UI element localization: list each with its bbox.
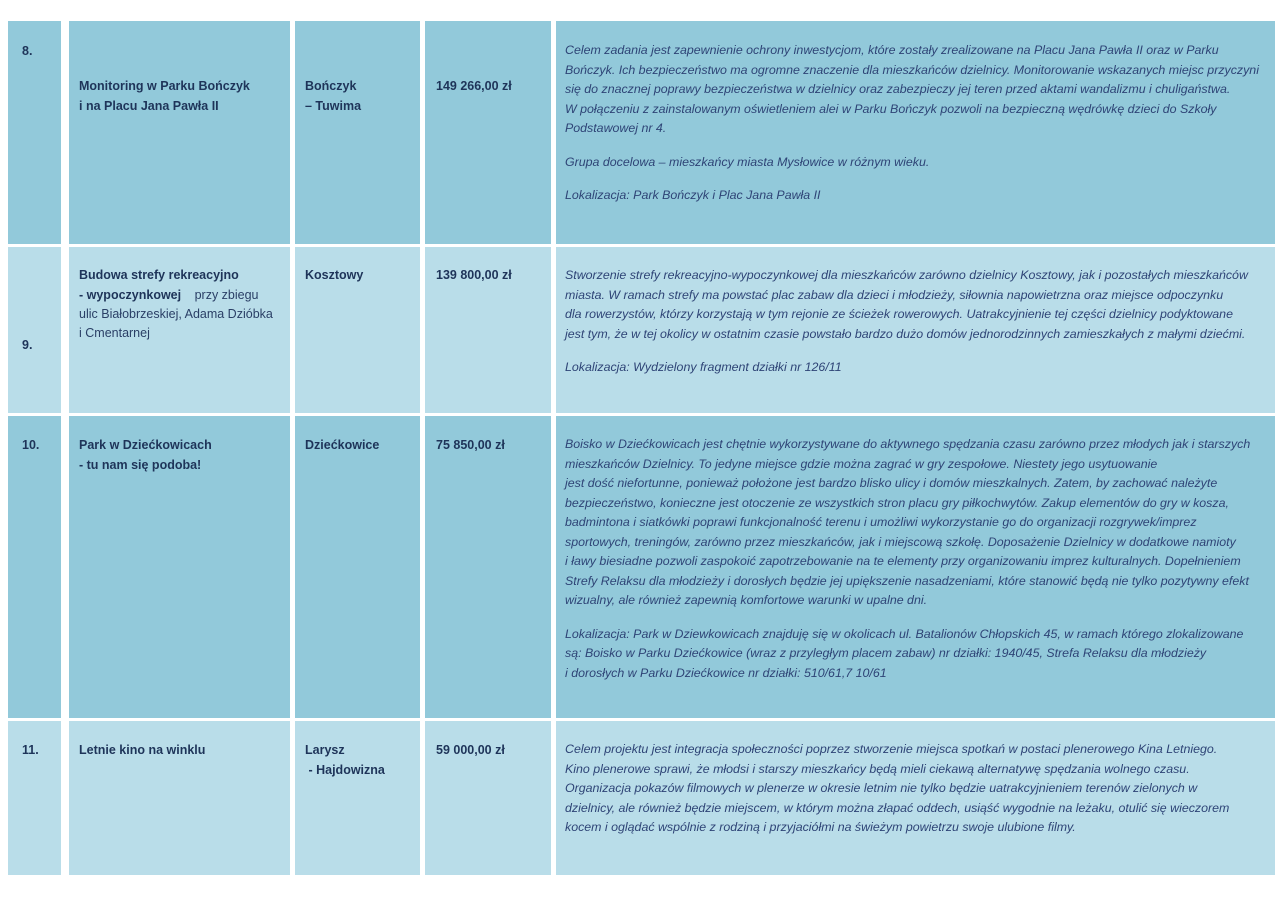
row-number: 10. — [22, 438, 40, 452]
description — [565, 266, 1267, 392]
amount: 139 800,00 zł — [436, 268, 512, 282]
amount: 59 000,00 zł — [436, 743, 505, 757]
project-title-cell — [69, 247, 290, 413]
table-row — [8, 721, 1275, 875]
project-title-cell — [69, 21, 290, 244]
district: Larysz - Hajdowizna — [305, 743, 385, 777]
project-title: Budowa strefy rekreacyjno - wypoczynkowej przy zbiegu ulic Białobrzeskiej, Adama Dzióbka i Cmentarnej — [79, 268, 273, 340]
number-cell — [8, 21, 61, 244]
description-cell — [556, 21, 1275, 244]
description-cell — [556, 416, 1275, 718]
amount-cell — [425, 21, 551, 244]
row-number: 8. — [22, 44, 33, 58]
table-row — [8, 247, 1275, 413]
description — [565, 435, 1267, 697]
district-cell — [295, 721, 420, 875]
description-paragraph: Stworzenie strefy rekreacyjno-wypoczynkowej dla mieszkańców zarówno dzielnicy Kosztowy, jak i pozostałych mieszkańców miasta. W ramach strefy ma powstać plac zabaw dla dzieci i młodzieży, siłownia napowietrzna oraz miejsce odpoczynku dla rowerzystów, którzy korzystają w tym rejonie ze ścieżek rowerowych. Uatrakcyjnienie tej części dzielnicy podyktowane jest tym, że w tej okolicy w ostatnim czasie powstało bardzo dużo domów jednorodzinnych zamieszkałych z małymi dziećmi. — [565, 268, 1248, 341]
number-cell — [8, 416, 61, 718]
amount-cell — [425, 721, 551, 875]
district: Kosztowy — [305, 268, 364, 282]
district: Dziećkowice — [305, 438, 380, 452]
location: Lokalizacja: Park Bończyk i Plac Jana Pawła II — [565, 188, 821, 202]
location: Lokalizacja: Park w Dziewkowicach znajduję się w okolicach ul. Batalionów Chłopskich 45, w ramach którego zlokalizowane są: Boisko w Parku Dziećkowice (wraz z przyległym placem zabaw) nr działki: 1940/45, Strefa Relaksu dla młodzieży i dorosłych w Parku Dziećkowice nr działki: 510/61,7 10/61 — [565, 626, 1244, 680]
amount: 75 850,00 zł — [436, 438, 505, 452]
description-cell — [556, 721, 1275, 875]
row-number: 9. — [22, 338, 33, 352]
table-row — [8, 416, 1275, 718]
description — [565, 740, 1267, 852]
project-title-cell — [69, 416, 290, 718]
district-cell — [295, 247, 420, 413]
description-cell — [556, 247, 1275, 413]
description-paragraph: Boisko w Dziećkowicach jest chętnie wykorzystywane do aktywnego spędzania czasu zarówno przez młodych jak i starszych mieszkańców Dzielnicy. To jedyne miejsce gdzie można zagrać w gry zespołowe. Niestety jego usytuowanie jest dość niefortunne, ponieważ położone jest bardzo blisko ulicy i domów mieszkalnych. Zatem, by zachować należyte bezpieczeństwo, konieczne jest otoczenie ze wszystkich stron placu gry piłkochwytów. Zakup elementów do gry w kosza, badmintona i siatkówki poprawi funkcjonalność terenu i umożliwi wykorzystanie go do organizacji rozgrywek/imprez sportowych, treningów, zarówno przez mieszkańców, jak i miejscową szkołę. Doposażenie Dzielnicy w dodatkowe namioty i ławy biesiadne pozwoli zaspokoić zapotrzebowanie na te elementy przy organizowaniu imprez kulturalnych. Dopełnieniem Strefy Relaksu dla młodzieży i dorosłych będzie jej upiększenie nasadzeniami, które stanowić będą nie tylko pozytywny efekt wizualny, ale również zapewnią komfortowe warunki w upalne dni. — [565, 437, 1251, 607]
amount-cell — [425, 416, 551, 718]
district: Bończyk – Tuwima — [305, 79, 362, 113]
location: Lokalizacja: Wydzielony fragment działki nr 126/11 — [565, 360, 842, 374]
target-group: Grupa docelowa – mieszkańcy miasta Mysłowice w różnym wieku. — [565, 154, 930, 169]
number-cell — [8, 247, 61, 413]
project-title-cell — [69, 721, 290, 875]
description-paragraph: Celem projektu jest integracja społeczności poprzez stworzenie miejsca spotkań w postaci plenerowego Kina Letniego. Kino plenerowe sprawi, że młodsi i starszy mieszkańcy będą mieli ciekawą alternatywę spędzania wolnego czasu. Organizacja pokazów filmowych w plenerze w okresie letnim nie tylko będzie uatrakcyjnieniem terenów zielonych w dzielnicy, ale również będzie miejscem, w którym można złapać oddech, usiąść wygodnie na leżaku, otulić się wieczorem kocem i oglądać wspólnie z rodziną i przyjaciółmi na świeżym powietrzu swoje ulubione filmy. — [565, 742, 1230, 834]
project-title: Park w Dziećkowicach - tu nam się podoba! — [79, 438, 212, 472]
description — [565, 41, 1267, 220]
district-cell — [295, 416, 420, 718]
description-paragraph: Celem zadania jest zapewnienie ochrony inwestycjom, które zostały zrealizowane na Placu Jana Pawła II oraz w Parku Bończyk. Ich bezpieczeństwo ma ogromne znaczenie dla mieszkańców dzielnicy. Monitorowanie wskazanych miejsc przyczyni się do znacznej poprawy bezpieczeństwa w dzielnicy oraz zabezpieczy jej teren przed aktami wandalizmu i chuligaństwa. W połączeniu z zainstalowanym oświetleniem alei w Parku Bończyk pozwoli na bezpieczną wędrówkę dzieci do Szkoły Podstawowej nr 4. — [565, 43, 1259, 135]
row-number: 11. — [22, 743, 39, 757]
amount-cell — [425, 247, 551, 413]
project-title: Letnie kino na winklu — [79, 743, 206, 757]
table-row — [8, 21, 1275, 244]
number-cell — [8, 721, 61, 875]
amount: 149 266,00 zł — [436, 79, 512, 93]
district-cell — [295, 21, 420, 244]
project-title: Monitoring w Parku Bończyk i na Placu Jana Pawła II — [79, 79, 250, 113]
